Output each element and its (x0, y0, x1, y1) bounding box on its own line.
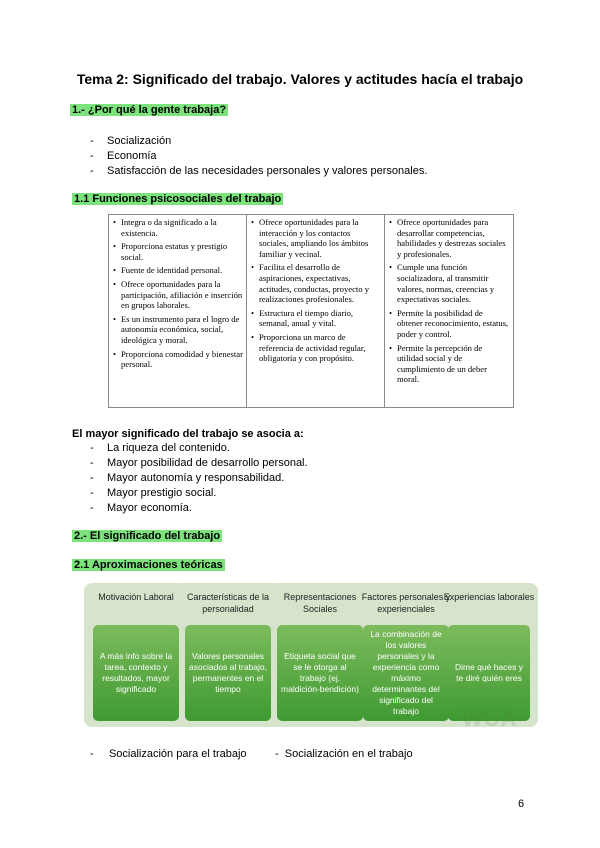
list-item: - Satisfacción de las necesidades personales y valores personales. (90, 164, 427, 179)
functions-col-2 (247, 215, 385, 408)
approach-box: La combinación de los valores personales y la experiencia como máximo determinantes del significado del trabajo (363, 625, 449, 721)
table-item: • Ofrece oportunidades para la participación, afiliación e inserción en grupos laborales. (112, 279, 243, 311)
functions-table (108, 214, 514, 408)
table-item: • Fuente de identidad personal. (112, 265, 243, 276)
bottom-right-text: Socialización en el trabajo (284, 748, 413, 760)
table-item: • Facilita el desarrollo de aspiraciones, expectativas, actitudes, conductas, proyecto y realizaciones profesionales. (250, 262, 381, 304)
bottom-item-right (275, 748, 413, 760)
dash-marker: - (275, 748, 279, 760)
section-2-1-heading-text: 2.1 Aproximaciones teóricas (74, 559, 223, 571)
approach-head: Factores personales y experienciales (361, 592, 451, 614)
approach-head: Experiencias laborales (443, 592, 535, 602)
list-item: - Mayor posibilidad de desarrollo personal. (90, 456, 308, 471)
section-2-heading-text: 2.- El significado del trabajo (74, 530, 221, 542)
section-1-heading-text: 1.- ¿Por qué la gente trabaja? (72, 104, 227, 116)
dash-marker: - (90, 748, 94, 760)
section-2-heading (72, 530, 222, 542)
table-item: • Permite la posibilidad de obtener reconocimiento, estatus, poder y control. (388, 308, 510, 340)
list-item: - Mayor prestigio social. (90, 486, 308, 501)
section-1-1-heading-text: 1.1 Funciones psicosociales del trabajo (74, 193, 282, 205)
list-item: - Mayor economía. (90, 501, 308, 516)
table-item: • Integra o da significado a la existencia. (112, 217, 243, 238)
list-item: - Socialización (90, 134, 427, 149)
bottom-item-left (90, 748, 247, 760)
table-item: • Permite la percepción de utilidad social y de cumplimiento de un deber moral. (388, 343, 510, 385)
section-1-1-heading (72, 193, 283, 205)
approach-head: Representaciones Sociales (283, 592, 357, 614)
mayor-significado-list (90, 441, 308, 516)
table-item: • Cumple una función socializadora, al transmitir valores, normas, creencias y expectativas sociales. (388, 262, 510, 304)
approach-box: A más info sobre la tarea, contexto y resultados, mayor significado (93, 625, 179, 721)
table-item: • Proporciona comodidad y bienestar personal. (112, 349, 243, 370)
table-item: • Ofrece oportunidades para desarrollar competencias, habilidades y destrezas sociales y profesionales. (388, 217, 510, 259)
table-item: • Ofrece oportunidades para la interacción y los contactos sociales, ampliando los ámbitos familiar y vecinal. (250, 217, 381, 259)
table-item: • Es un instrumento para el logro de autonomía económica, social, ideológica y moral. (112, 314, 243, 346)
list-item: - La riqueza del contenido. (90, 441, 308, 456)
table-item: • Proporciona un marco de referencia de actividad regular, obligatoria y con propósito. (250, 332, 381, 364)
functions-col-3 (385, 215, 514, 408)
approach-box: Etiqueta social que se le otorga al trabajo (ej. maldición-bendición) (277, 625, 363, 721)
table-item: • Proporciona estatus y prestigio social. (112, 241, 243, 262)
bottom-left-text: Socialización para el trabajo (108, 748, 247, 760)
approach-box: Dime qué haces y te diré quién eres (448, 625, 530, 721)
page-number: 6 (518, 798, 525, 810)
section-1-heading (70, 104, 228, 116)
approach-head: Motivación Laboral (98, 592, 174, 602)
approach-box: Valores personales asociados al trabajo, permanentes en el tiempo (185, 625, 271, 721)
page-title: Tema 2: Significado del trabajo. Valores y actitudes hacía el trabajo (76, 71, 524, 87)
table-item: • Estructura el tiempo diario, semanal, anual y vital. (250, 308, 381, 329)
section-1-list (90, 134, 427, 179)
list-item: - Economía (90, 149, 427, 164)
section-2-1-heading (72, 559, 225, 571)
mayor-significado-heading: El mayor significado del trabajo se asocia a: (72, 428, 304, 440)
functions-col-1 (109, 215, 247, 408)
approach-head: Características de la personalidad (186, 592, 270, 614)
list-item: - Mayor autonomía y responsabilidad. (90, 471, 308, 486)
watermark-logo: WUA (462, 706, 518, 731)
